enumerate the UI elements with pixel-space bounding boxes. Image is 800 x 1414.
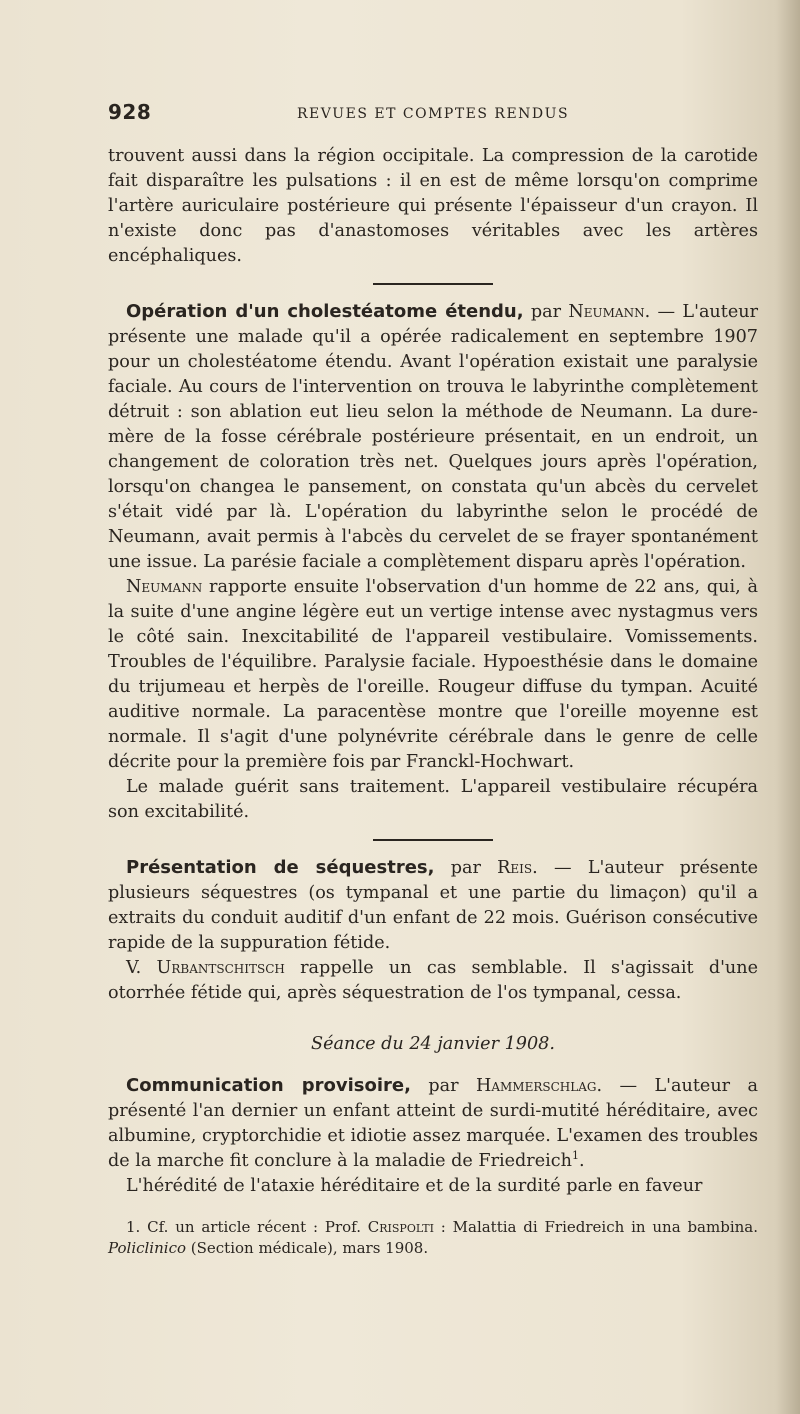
author-name: Hammerschlag	[475, 1076, 597, 1096]
page-body	[108, 144, 758, 1259]
paragraph-heredite: L'hérédité de l'ataxie héréditaire et de la surdité parle en faveur	[126, 1176, 703, 1196]
page-number: 928	[108, 100, 152, 124]
paragraph-neumann-observation: Neumann rapporte ensuite l'observation d'un homme de 22 ans, qui, à la suite d'une angine légère eut un vertige intense avec nystagmus vers le côté sain. Inexcitabilité de l'appareil vestibulaire. Vomissements. Troubles de l'équilibre. Paralysie faciale. Hypoesthésie dans le domaine du trijumeau et herpès de l'oreille. Rougeur diffuse du tympan. Acuité auditive normale. La paracentèse montre que l'oreille moyenne est normale. Il s'agit d'une polynévrite cérébrale dans le genre de celle décrite pour la première fois par Franckl-Hochwart.	[108, 577, 758, 772]
journal-title: Policlinico	[108, 1239, 186, 1257]
footnote: 1. Cf. un article récent : Prof. Crispolti : Malattia di Friedreich in una bambina. Policlinico (Section médicale), mars 1908.	[108, 1218, 758, 1257]
footnote-marker: 1	[571, 1149, 579, 1163]
section-divider	[373, 839, 493, 841]
paragraph-continuation: trouvent aussi dans la région occipitale. La compression de la carotide fait disparaître les pulsations : il en est de même lorsqu'on comprime l'artère auriculaire postérieure qui présente l'épaisseur d'un crayon. Il n'existe donc pas d'anastomoses véritables avec les artères encéphaliques.	[108, 146, 758, 266]
section-divider	[373, 283, 493, 285]
section-title: Opération d'un cholestéatome étendu,	[126, 301, 524, 322]
session-heading: Séance du 24 janvier 1908.	[311, 1034, 555, 1054]
section-communication: Communication provisoire, par Hammerschlag. — L'auteur a présenté l'an dernier un enfant atteint de surdi-mutité héréditaire, avec albumine, cryptorchidie et idiotie assez marquée. L'examen des troubles de la marche fit conclure à la maladie de Friedreich$^1$.	[108, 1075, 758, 1171]
author-name: Urbantschitsch	[156, 958, 285, 978]
author-name: Reis	[497, 858, 533, 878]
section-sequestres: Présentation de séquestres, par Reis. — L'auteur présente plusieurs séquestres (os tympanal et une partie du limaçon) qu'il a extraits du conduit auditif d'un enfant de 22 mois. Guérison consécutive rapide de la suppuration fétide.	[108, 857, 758, 953]
running-head: REVUES ET COMPTES RENDUS	[296, 106, 570, 122]
section-title: Présentation de séquestres,	[126, 857, 435, 878]
author-name: Neumann	[126, 577, 203, 597]
paragraph-recovery: Le malade guérit sans traitement. L'appareil vestibulaire récupéra son excitabilité.	[108, 777, 758, 822]
section-cholesteatome: Opération d'un cholestéatome étendu, par Neumann. — L'auteur présente une malade qu'il a opérée radicalement en septembre 1907 pour un cholestéatome étendu. Avant l'opération existait une paralysie faciale. Au cours de l'intervention on trouva le labyrinthe complètement détruit : son ablation eut lieu selon la méthode de Neumann. La dure-mère de la fosse cérébrale postérieure présentait, en un endroit, un changement de coloration très net. Quelques jours après l'opération, lorsqu'on changea le pansement, on constata qu'un abcès du cervelet s'était vidé par là. L'opération du labyrinthe selon le procédé de Neumann, avait permis à l'abcès du cervelet de se frayer spontanément une issue. La parésie faciale a complètement disparu après l'opération.	[108, 301, 758, 572]
page-header	[108, 100, 758, 130]
author-name: Neumann	[568, 302, 645, 322]
section-title: Communication provisoire,	[126, 1075, 411, 1096]
paragraph-urbantschitsch: V. Urbantschitsch rappelle un cas semblable. Il s'agissait d'une otorrhée fétide qui, après séquestration de l'os tympanal, cessa.	[108, 958, 758, 1003]
author-name: Crispolti	[367, 1218, 434, 1236]
